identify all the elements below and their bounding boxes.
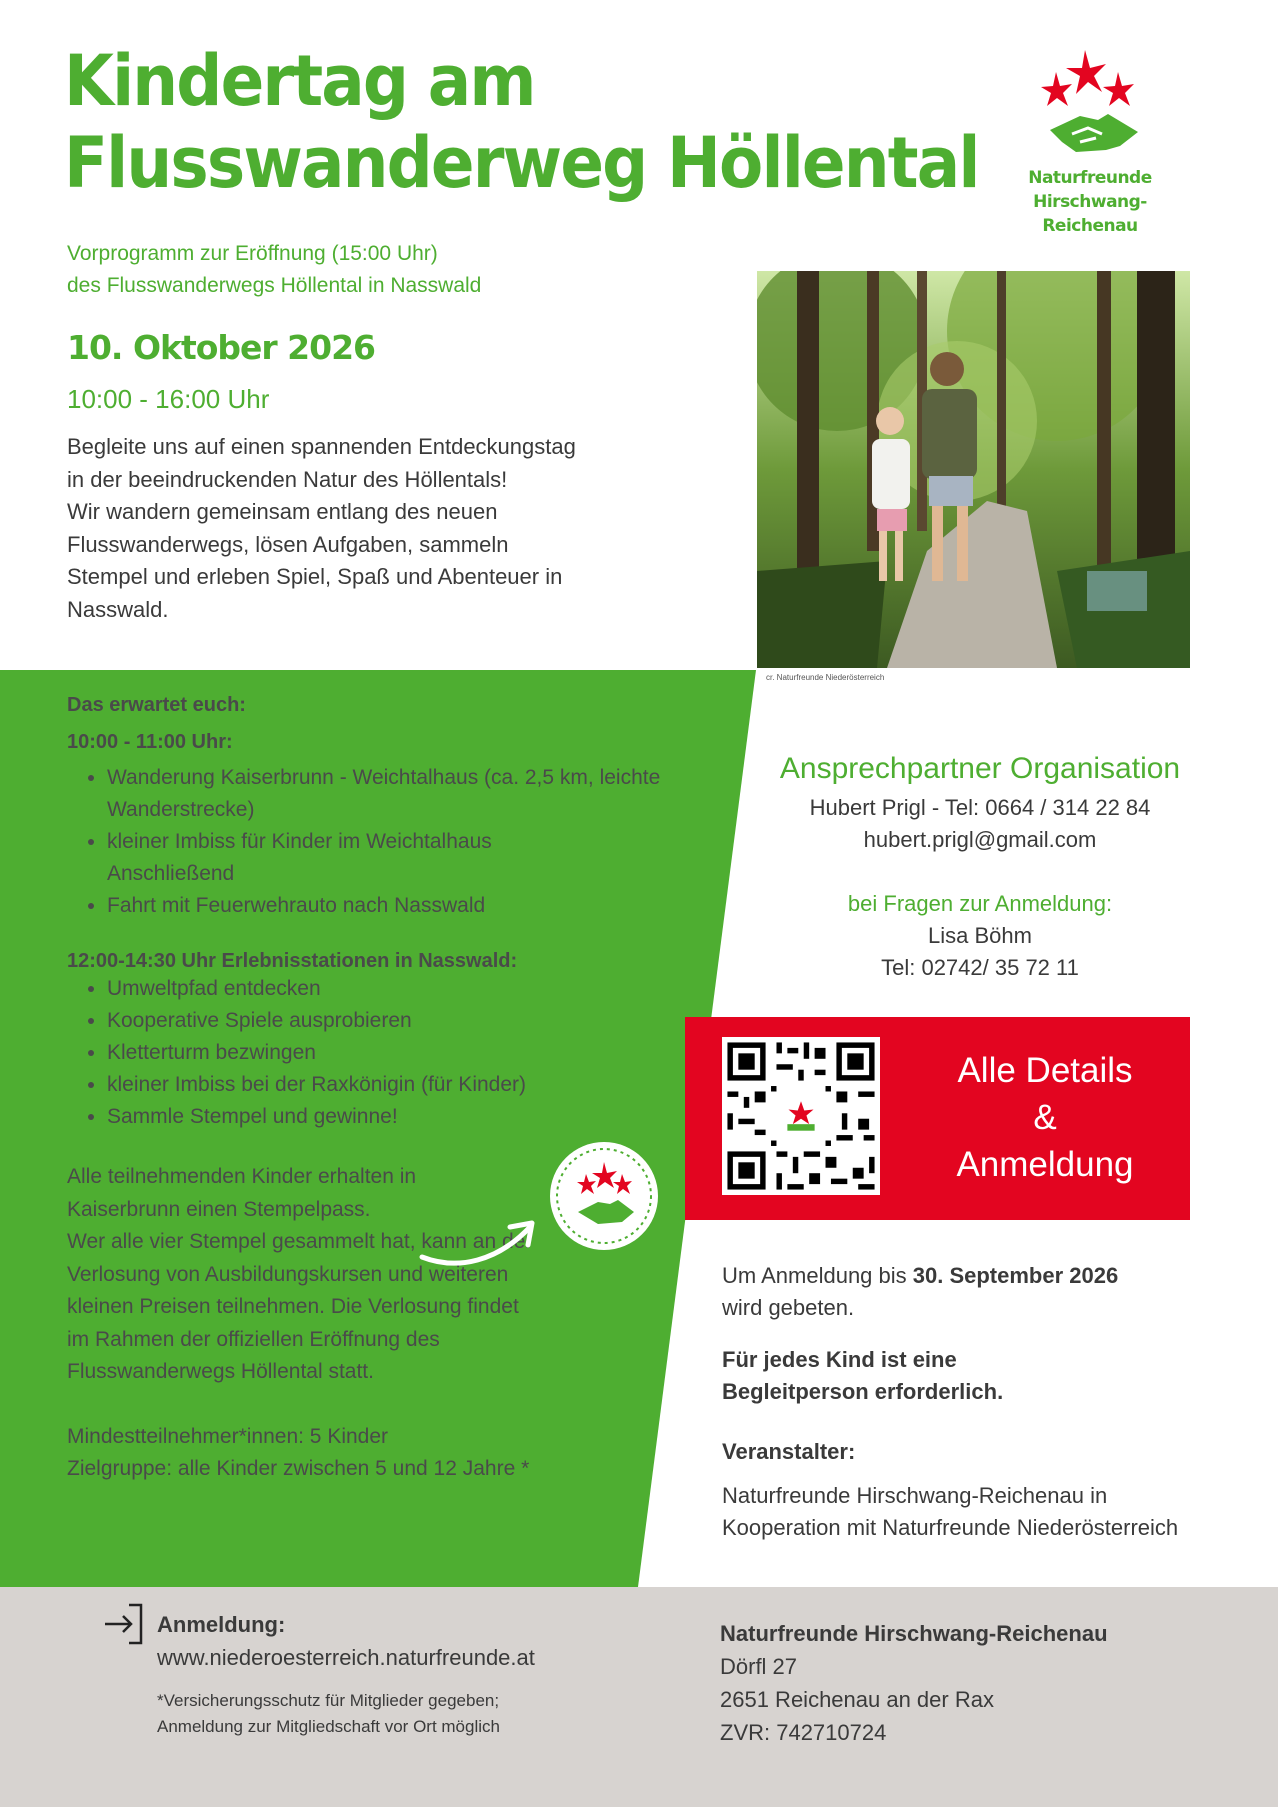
organizer-label: Veranstalter:: [722, 1439, 856, 1464]
login-arrow-icon: [103, 1602, 147, 1646]
contact-title: Ansprechpartner Organisation: [779, 752, 1181, 785]
block1-list: [67, 762, 707, 922]
signup-link[interactable]: www.niederoesterreich.naturfreunde.at: [157, 1645, 535, 1670]
registration-cta[interactable]: [685, 1017, 1190, 1220]
organizer-text: Naturfreunde Hirschwang-Reichenau in Kooperation mit Naturfreunde Niederösterreich: [722, 1483, 1179, 1540]
contact-name2: Lisa Böhm: [928, 923, 1032, 948]
program-heading: Das erwartet euch:: [67, 694, 246, 716]
page-title: Kindertag am Flusswanderweg Höllental: [64, 40, 979, 204]
photo-credit: cr. Naturfreunde Niederösterreich: [766, 673, 885, 682]
contact-email[interactable]: hubert.prigl@gmail.com: [863, 827, 1097, 852]
list-item: • Sammle Stempel und gewinne!: [107, 1101, 687, 1133]
list-item: • Kooperative Spiele ausprobieren: [107, 1005, 687, 1037]
contact-section: [700, 752, 1260, 984]
signup-info: Anmeldung: www.niederoesterreich.naturfreunde.at: [157, 1608, 535, 1674]
intro-text: Begleite uns auf einen spannenden Entdeckungstag in der beeindruckenden Natur des Höllentals! Wir wandern gemeinsam entlang des neuen Flusswanderwegs, lösen Aufgaben, sammeln Stempel und erleben Spiel, Spaß und Abenteuer in Nasswald.: [67, 434, 576, 622]
contact-phone2: Tel: 02742/ 35 72 11: [881, 955, 1079, 980]
list-item: • Umweltpfad entdecken: [107, 973, 687, 1005]
block1-heading: 10:00 - 11:00 Uhr:: [67, 731, 233, 753]
registration-info: Um Anmeldung bis 30. September 2026 wird gebeten. Für jedes Kind ist eine Begleitperson erforderlich. Veranstalter: Naturfreunde Hirschwang-Reichenau in Kooperation mit Naturfreunde Niederösterreich: [722, 1260, 1262, 1544]
program-section: [67, 694, 687, 1486]
flower-hands-icon: [1010, 42, 1170, 167]
block2-heading: 12:00-14:30 Uhr Erlebnisstationen in Nasswald:: [67, 950, 518, 972]
organizer-address: Naturfreunde Hirschwang-Reichenau Dörfl 27 2651 Reichenau an der Rax ZVR: 742710724: [720, 1621, 1108, 1745]
stamp-badge-icon: [548, 1140, 660, 1252]
list-item: • Wanderung Kaiserbrunn - Weichtalhaus (ca. 2,5 km, leichte Wanderstrecke): [107, 762, 707, 826]
event-date: 10. Oktober 2026: [67, 328, 376, 367]
contact-phone: Hubert Prigl - Tel: 0664 / 314 22 84: [809, 795, 1151, 820]
questions-label: bei Fragen zur Anmeldung:: [847, 891, 1113, 916]
list-item: • kleiner Imbiss für Kinder im Weichtalhaus Anschließend: [107, 826, 587, 890]
subtitle: Vorprogramm zur Eröffnung (15:00 Uhr) des Flusswanderwegs Höllental in Nasswald: [67, 242, 482, 297]
qr-code-icon[interactable]: [722, 1037, 880, 1195]
companion-note: Für jedes Kind ist eine Begleitperson erforderlich.: [722, 1347, 1004, 1404]
stamp-pass-text: Alle teilnehmenden Kinder erhalten in Kaiserbrunn einen Stempelpass. Wer alle vier Stempel gesammelt hat, kann an der Verlosung von Ausbildungskursen und weiteren kleinen Preisen teilnehmen. Die Verlosung findet im Rahmen der offiziellen Eröffnung des Flusswanderwegs Höllental statt.: [67, 1165, 533, 1383]
participants-info: Mindestteilnehmer*innen: 5 Kinder Zielgruppe: alle Kinder zwischen 5 und 12 Jahre *: [67, 1424, 530, 1480]
block2-list: [67, 973, 687, 1133]
deadline-text: Um Anmeldung bis 30. September 2026: [722, 1263, 1119, 1288]
event-time: 10:00 - 16:00 Uhr: [67, 384, 270, 414]
insurance-note: *Versicherungsschutz für Mitglieder gegeben; Anmeldung zur Mitgliedschaft vor Ort möglich: [157, 1691, 500, 1736]
cta-label[interactable]: Alle Details & Anmeldung: [956, 1051, 1134, 1184]
forest-photo: [757, 271, 1190, 668]
list-item: • kleiner Imbiss bei der Raxkönigin (für Kinder): [107, 1069, 687, 1101]
naturfreunde-logo: Naturfreunde Hirschwang- Reichenau: [1010, 42, 1170, 242]
list-item: • Fahrt mit Feuerwehrauto nach Nasswald: [107, 890, 707, 922]
arrow-icon: [418, 1215, 543, 1275]
list-item: • Kletterturm bezwingen: [107, 1037, 687, 1069]
